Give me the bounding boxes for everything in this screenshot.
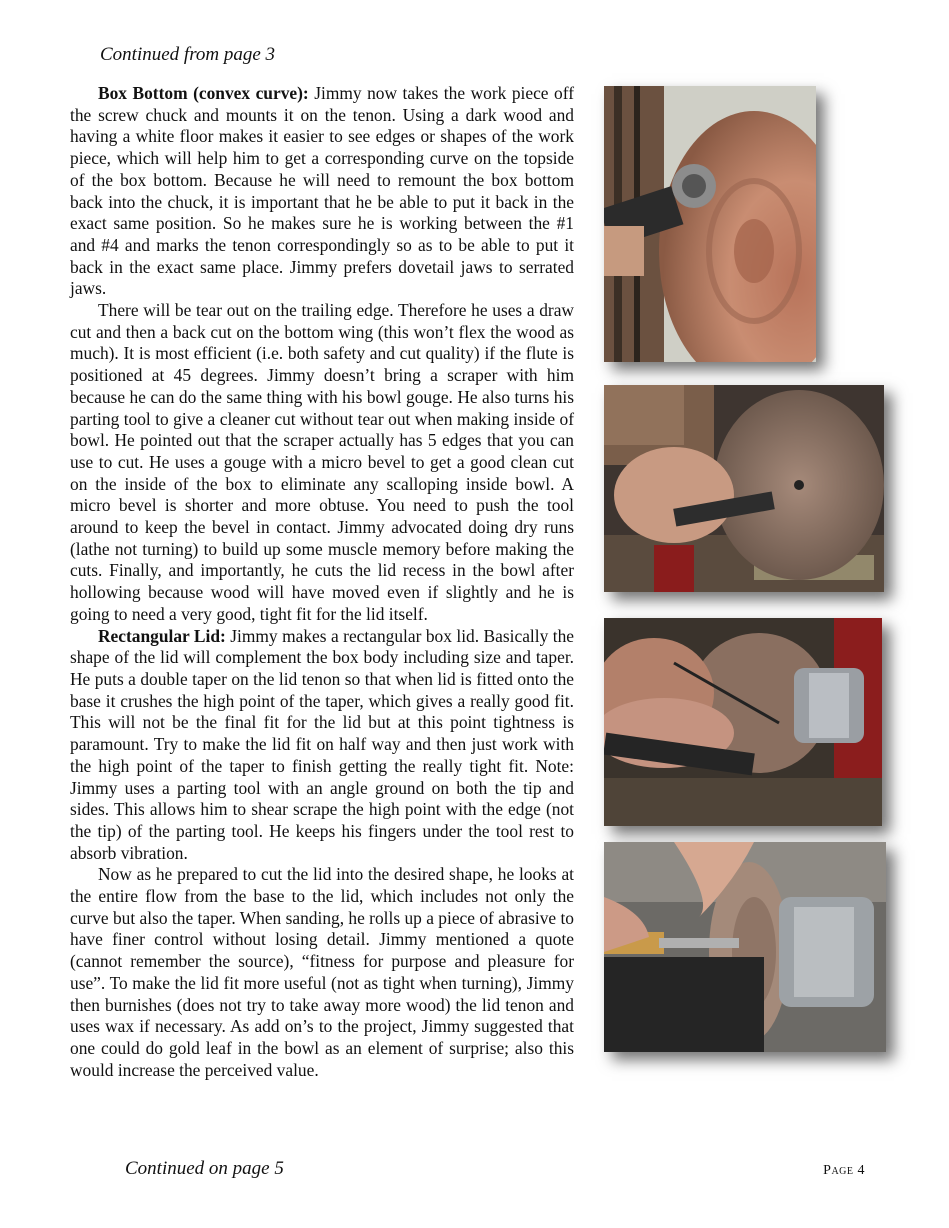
photo-parting-tool: [604, 618, 882, 826]
text-box-bottom: Jimmy now takes the work piece off the screw chuck and mounts it on the tenon. Using a dark wood and having a white floor makes it easier to see edges or shapes of the work piece, which will help him to get a corresponding curve on the topside of the box bottom. Because he will need to remount the box bottom back into the chuck, it is important that he be able to put it back in the exact same position. So he makes sure he is working between the #1 and #4 and marks the tenon correspondingly so as to be able to put it back in the exact same place. Jimmy prefers dovetail jaws to serrated jaws.: [70, 83, 574, 299]
paragraph-lid-shape: [70, 864, 574, 1081]
text-lid-shape: Now as he prepared to cut the lid into the desired shape, he looks at the entire flow from the base to the lid, which includes not only the curve but also the taper. When sanding, he rolls up a piece of abrasive to have finer control without losing detail. Jimmy mentioned a quote (cannot remember the source), “fitness for purpose and pleasure for use”. To make the lid fit more useful (not as tight when turning), Jimmy then burnishes (does not try to take away more wood) the lid tenon and uses wax if necessary. As add on’s to the project, Jimmy suggested that one could do gold leaf in the bowl as an element of surprise; also this would increase the perceived value.: [70, 864, 574, 1080]
photo-lid-fitting: [604, 842, 886, 1052]
paragraph-rectangular-lid: [70, 626, 574, 865]
text-rectangular-lid: Jimmy makes a rectangular box lid. Basically the shape of the lid will complement the box body including size and taper. He puts a double taper on the lid tenon so that when lid is fitted onto the base it crushes the high point of the taper, which gives a really good fit. This will not be the final fit for the lid but at this point tightness is paramount. Try to make the lid fit on half way and then just work with the high point of the taper to finish getting the really tight fit. Note: Jimmy uses a parting tool with an angle ground on both the tip and sides. This allows him to shear scrape the high point with the edge (not the tip) of the parting tool. He keeps his fingers under the tool rest to absorb vibration.: [70, 625, 574, 863]
heading-rectangular-lid: Rectangular Lid:: [98, 625, 226, 646]
paragraph-box-bottom: [70, 83, 574, 300]
heading-box-bottom: Box Bottom (convex curve):: [98, 83, 309, 103]
text-tear-out: There will be tear out on the trailing edge. Therefore he uses a draw cut and then a back cut on the bottom wing (this won’t flex the wood as much). It is most efficient (i.e. both safety and cut quality) if the flute is positioned at 45 degrees. Jimmy doesn’t bring a scraper with him because he can do the same thing with his bowl gouge. He also turns his parting tool to give a cleaner cut without tear out when making inside of bowl. He pointed out that the scraper actually has 5 edges that you can use to cut. He uses a gouge with a micro bevel to get a good clean cut on the inside of the box to eliminate any scalloping inside bowl. A micro bevel is shorter and more obtuse. You need to push the tool around to keep the bevel in contact. Jimmy advocated doing dry runs (lathe not turning) to build up some muscle memory before making the cuts. Finally, and importantly, he cuts the lid recess in the bowl after hollowing because wood will have moved even if slightly and he is going to need a very good, tight fit for the lid itself.: [70, 300, 574, 624]
article-body: [70, 83, 574, 1081]
photo-hand-gouge: [604, 385, 884, 592]
continued-from-note: Continued from page 3: [100, 44, 276, 65]
continued-on-note: Continued on page 5: [125, 1158, 284, 1179]
page-number: Page 4: [823, 1163, 865, 1178]
paragraph-tear-out: [70, 300, 574, 626]
photo-drill-sanding: [604, 86, 816, 362]
